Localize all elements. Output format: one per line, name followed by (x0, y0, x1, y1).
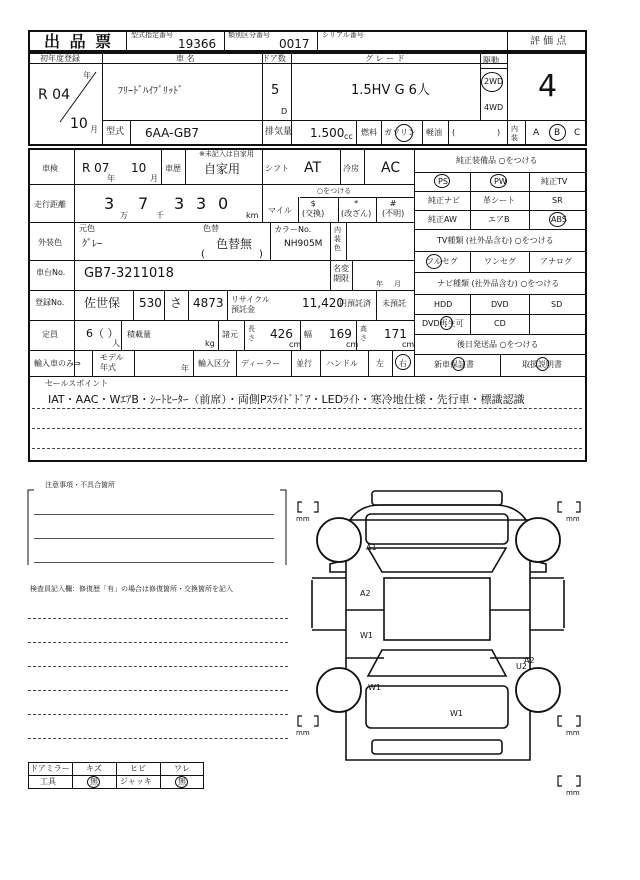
title-change-label: 名変期限 (333, 264, 349, 283)
load-unit: kg (205, 339, 215, 348)
reg-no-area: 佐世保 (84, 296, 121, 310)
spare-tire-unit: mm (566, 789, 580, 797)
model-designation-value: 19366 (178, 37, 217, 51)
damage-mark-a1: A1 (366, 543, 377, 552)
interior-label: 内装 (511, 125, 518, 142)
tv-oneseg: ワンセグ (484, 257, 516, 266)
model-year-label: モデル年式 (100, 353, 124, 372)
color-change-label: 色替 (203, 224, 219, 233)
tire-rl-unit: mm (296, 729, 310, 737)
navi-cd: CD (494, 319, 506, 328)
reg-no-label: 登録No. (35, 298, 65, 307)
tv-analog: アナログ (540, 257, 572, 266)
capacity-label: 定員 (42, 330, 58, 339)
mileage-options-note: ○をつける (317, 187, 352, 195)
missing-jack: ジャッキ (120, 777, 152, 786)
recycle-value: 11,420 (302, 296, 344, 310)
equip-aw: 純正AW (428, 215, 457, 224)
equip-leather: 革シート (483, 196, 515, 205)
equip-tv: 純正TV (541, 177, 568, 186)
title-change-month: 月 (394, 280, 401, 288)
handle-label: ハンドル (326, 359, 358, 368)
equipment-title: 純正装備品 ○をつける (456, 156, 538, 165)
ac-label: 冷房 (343, 164, 359, 173)
equip-sr: SR (552, 196, 563, 205)
navi-dvd-play: DVD再生可 (422, 319, 464, 328)
width-label: 幅 (304, 330, 312, 339)
tv-title: TV種類 (社外品含む) ○をつける (437, 236, 554, 245)
fuel-other-close: ) (497, 128, 501, 137)
serial-label: シリアル番号 (322, 31, 364, 39)
color-change-value: 色替無 (216, 237, 253, 251)
equip-abs: ABS (551, 215, 567, 224)
height-unit: cm (402, 340, 415, 349)
sales-point-text: IAT・AAC・WｴｱB・ｼｰﾄﾋｰﾀｰ（前席）・両側Pｽﾗｲﾄﾞﾄﾞｱ・LEDﾗｲﾄ・寒冷地仕様・先行車・標識認識 (48, 393, 525, 406)
car-name-value: ﾌﾘｰﾄﾞﾊｲﾌﾞﾘｯﾄﾞ (118, 86, 183, 97)
history-label: 車歴 (165, 164, 181, 173)
interior-option-b: B (554, 128, 561, 138)
load-label: 積載量 (127, 330, 151, 339)
inspection-label: 車検 (42, 164, 58, 173)
capacity-unit: 人 (112, 339, 120, 348)
category-label: 類別区分番号 (228, 31, 270, 39)
interior-option-c: C (574, 128, 581, 138)
mileage-unit-man: 万 (120, 211, 128, 220)
navi-dvd: DVD (491, 300, 509, 309)
original-color-label: 元色 (79, 224, 95, 233)
first-reg-label: 初年度登録 (40, 54, 80, 63)
missing-break: ワレ (174, 764, 190, 773)
import-type-label: 輸入区分 (198, 359, 230, 368)
ac-value: AC (381, 160, 401, 176)
mileage-option-exchange: $ (交換) (302, 199, 325, 218)
history-note: ※未記入は自家用 (199, 150, 254, 158)
shift-value: AT (304, 160, 322, 176)
fuel-label: 燃料 (361, 128, 377, 137)
door-type: D (281, 107, 288, 116)
month-suffix: 月 (90, 125, 98, 134)
exterior-color-label: 外装色 (38, 238, 62, 247)
inspection-month: 10 (131, 161, 147, 175)
tire-rr-unit: mm (566, 729, 580, 737)
title-change-year: 年 (376, 280, 383, 288)
shipping-manual: 取扱説明書 (522, 360, 562, 369)
mileage-label: 走行距離 (34, 200, 66, 209)
navi-title: ナビ種類 (社外品含む) ○をつける (437, 279, 560, 288)
damage-mark-a2-right: A2 (524, 656, 535, 665)
height-value: 171 (384, 327, 407, 341)
missing-scratch: キズ (86, 764, 102, 773)
height-label: 高さ (360, 325, 367, 342)
equip-navi: 純正ナビ (428, 196, 460, 205)
damage-mark-a2: A2 (360, 589, 371, 598)
damage-mark-w1-bottom: W1 (450, 709, 463, 718)
first-reg-year: R 04 (38, 87, 70, 103)
model-label: 型式 (106, 127, 125, 137)
grade-score-label: 評 価 点 (530, 36, 567, 47)
displacement-unit: cc (344, 132, 353, 141)
original-color-value: ｸﾞﾚｰ (82, 239, 102, 250)
tire-fr-unit: mm (566, 515, 580, 523)
model-designation-label: 型式指定番号 (131, 31, 173, 39)
recycle-paid: 円預託済 (339, 299, 371, 308)
dims-label: 諸元 (222, 330, 238, 339)
first-reg-month: 10 (70, 116, 88, 132)
inspection-year-suffix: 年 (107, 174, 115, 183)
drive-4wd: 4WD (484, 103, 504, 112)
shift-label: シフト (265, 164, 289, 173)
car-name-label: 車 名 (176, 54, 195, 63)
tire-fl-unit: mm (296, 515, 310, 523)
mileage-unit-sen: 千 (156, 211, 164, 220)
reg-no-kana: さ (170, 296, 183, 310)
fuel-gasoline: ガソリン (384, 128, 416, 137)
displacement-label: 排気量 (265, 127, 293, 137)
equip-airbag: エアB (488, 215, 510, 224)
color-change-paren-open: ( (201, 249, 205, 260)
missing-tool: 工具 (40, 777, 56, 786)
missing-mirror: ドアミラー (30, 764, 70, 773)
form-title: 出 品 票 (44, 32, 114, 51)
damage-mark-u2: U2 (516, 662, 527, 671)
interior-option-a: A (533, 128, 540, 138)
capacity-value: 6（ ） (86, 327, 119, 340)
drive-2wd: 2WD (484, 77, 504, 86)
tv-fullseg: フルセグ (426, 257, 458, 266)
width-unit: cm (346, 340, 359, 349)
displacement-value: 1.500 (310, 126, 345, 140)
color-no-label: カラーNo. (274, 225, 312, 234)
model-value: 6AA-GB7 (145, 126, 200, 140)
fuel-diesel: 軽油 (426, 128, 442, 137)
drive-label: 駆動 (483, 56, 499, 65)
doors-value: 5 (271, 83, 280, 98)
shipping-title: 後日発送品 ○をつける (457, 340, 539, 349)
reg-no-number: 4873 (193, 296, 224, 310)
mileage-digit-4: 3 (196, 194, 207, 213)
length-value: 426 (270, 327, 293, 341)
recycle-unpaid: 未預託 (382, 299, 406, 308)
caution-label: 注意事項・不具合箇所 (45, 481, 115, 489)
missing-tool-value: 無 (90, 777, 98, 786)
import-dealer: ディーラー (241, 359, 281, 368)
model-year-unit: 年 (181, 364, 189, 373)
interior-color-label: 内装色 (334, 226, 341, 252)
equip-ps: PS (438, 177, 448, 186)
handle-left: 左 (376, 359, 384, 368)
mileage-digit-2: 7 (138, 194, 149, 213)
grade-score-value: 4 (538, 69, 558, 104)
width-value: 169 (329, 327, 352, 341)
doors-label: ドア数 (262, 54, 286, 63)
mileage-option-tampered: * (改ざん) (341, 199, 372, 218)
year-suffix: 年 (83, 71, 91, 80)
handle-right: 右 (399, 359, 407, 368)
history-value: 自家用 (204, 162, 241, 176)
mileage-option-unknown: # (不明) (382, 199, 405, 218)
sales-point-label: セールスポイント (45, 379, 109, 388)
grade-column-value: 1.5HV G 6人 (351, 83, 430, 98)
inspector-label: 検査員記入欄：修復歴「有」の場合は修復箇所・交換箇所を記入 (30, 585, 233, 593)
navi-sd: SD (551, 300, 563, 309)
chassis-label: 車台No. (36, 268, 66, 277)
shipping-warranty: 新車保証書 (434, 360, 474, 369)
chassis-value: GB7-3211018 (84, 266, 174, 281)
inspection-month-suffix: 月 (150, 174, 158, 183)
missing-crack: ヒビ (130, 764, 146, 773)
mileage-digit-1: 3 (104, 194, 115, 213)
damage-mark-w1-roof: W1 (360, 631, 373, 640)
import-parallel: 並行 (296, 359, 312, 368)
category-value: 0017 (279, 37, 310, 51)
navi-hdd: HDD (434, 300, 453, 309)
damage-mark-w1-rear: W1 (368, 683, 381, 692)
fuel-other-open: ( (452, 128, 456, 137)
reg-no-class: 530 (139, 296, 162, 310)
color-no-value: NH905M (284, 239, 323, 249)
color-change-paren-close: ) (259, 249, 263, 260)
length-label: 長さ (248, 325, 255, 342)
mileage-km: km (246, 211, 259, 220)
mileage-option-mile: マイル (268, 206, 292, 215)
mileage-digit-5: 0 (218, 194, 229, 213)
recycle-label: リサイクル預託金 (231, 295, 270, 314)
equip-pw: PW (494, 177, 507, 186)
inspection-year: R 07 (82, 161, 110, 175)
length-unit: cm (289, 340, 302, 349)
mileage-digit-3: 3 (174, 194, 185, 213)
grade-column-label: グ レ ー ド (365, 54, 405, 63)
missing-jack-value: 無 (178, 777, 186, 786)
import-label: 輸入車のみ⇒ (34, 359, 81, 368)
